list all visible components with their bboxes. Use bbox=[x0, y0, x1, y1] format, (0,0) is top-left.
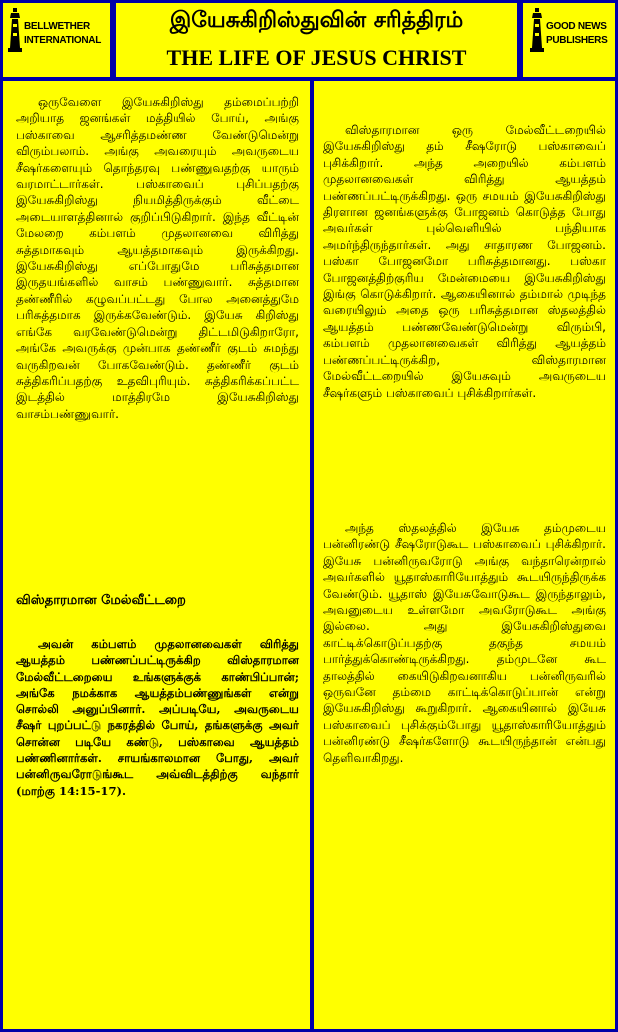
page-title-tamil: இயேசுகிறிஸ்துவின் சரித்திரம் bbox=[169, 8, 464, 33]
scripture-quote bbox=[16, 636, 299, 799]
left-paragraph bbox=[16, 94, 299, 422]
page-title-english: THE LIFE OF JESUS CHRIST bbox=[166, 45, 467, 70]
good-news-logo bbox=[530, 8, 607, 52]
logo-line1: GOOD NEWS bbox=[546, 21, 607, 32]
lighthouse-icon bbox=[8, 8, 22, 52]
right-paragraph-1-text: விஸ்தாரமான ஒரு மேல்வீட்டறையில் இயேசுகிறிஸ்து தம் சீஷரோடு பஸ்காவைப் புசிக்கிறார். அந்த அறையில் கம்பளம் முதலானவைகள் விரித்து ஆயத்தம் பண்ணப்பட்டிருக்கிறது. ஒரு சமயம் இயேசுகிறிஸ்து திரளான ஜனங்களுக்கு போஜனம் கொடுத்த போது அவர்கள் புல்வெளியில் பந்தியாக அமர்ந்திருந்தார்கள். அது சாதாரண போஜனம். பஸ்கா போஜனமோ பரிசுத்தமானது. பஸ்கா போஜனத்திற்குரிய மேன்மையை இயேசுகிறிஸ்து இங்கு கொடுக்கிறார். ஆகையினால் தம்மால் முடிந்த வரையிலும் அதை ஒரு பரிசுத்தமான ஸ்தலத்தில் ஆயத்தம் பண்ணவேண்டுமென்று விரும்பி, கம்பளம் முதலானவைகள் விரித்து ஆயத்தம் பண்ணப்பட்டிருக்கிற, விஸ்தாரமான மேல்வீட்டறையில் இயேசுவும் அவருடைய சீஷர்களும் பஸ்காவைப் புசிக்கிறார்கள். bbox=[323, 123, 606, 400]
logo-line1: BELLWETHER bbox=[24, 21, 90, 32]
scripture-text: அவன் கம்பளம் முதலானவைகள் விரித்து ஆயத்தம் பண்ணப்பட்டிருக்கிற விஸ்தாரமான மேல்வீட்டறையை உங்களுக்குக் காண்பிப்பான்; அங்கே நமக்காக ஆயத்தம்பண்ணுங்கள் என்று சொல்லி அனுப்பினார். அப்படியே, அவருடைய சீஷர் புறப்பட்டு நகரத்தில் போய், தங்களுக்கு அவர் சொன்ன படியே கண்டு, பஸ்காவை ஆயத்தம் பண்ணினார்கள். சாயங்காலமான போது, அவர் பன்னிருவரோடுங்கூட அவ்விடத்திற்கு வந்தார் (மாற்கு 14:15-17). bbox=[16, 637, 299, 798]
logo-line2: INTERNATIONAL bbox=[24, 35, 102, 46]
right-paragraph-1 bbox=[323, 122, 606, 401]
logo-line2: PUBLISHERS bbox=[546, 35, 608, 46]
lighthouse-icon bbox=[530, 8, 544, 52]
section-heading: விஸ்தாரமான மேல்வீட்டறை bbox=[16, 593, 186, 608]
left-paragraph-text: ஒருவேளை இயேசுகிறிஸ்து தம்மைப்பற்றி அறியாத ஜனங்கள் மத்தியில் போய், அங்கு பஸ்காவை ஆசரித்தமண்ண வேண்டுமென்று விரும்பலாம். அங்கு அவரையும் அவருடைய சீஷர்களையும் தொந்தரவு பண்ணுவதற்கு யாரும் வரமாட்டார்கள். பஸ்காவைப் புசிப்பதற்கு இயேசுகிறிஸ்து நியமித்திருக்கும் வீட்டை அடையாளத்தினால் குறிப்பிடுகிறார். இந்த வீட்டின் மேலறை கம்பளம் முதலானவை விரித்து சுத்தமாகவும் ஆயத்தமாகவும் இருக்கிறது. இயேசுகிறிஸ்து எப்போதுமே பரிசுத்தமான இருதயங்களில் வாசம் பண்ணுவார். சுத்தமான தண்ணீரில் கழுவப்பட்டது போல அனைத்துமே பரிசுத்தமாக இருக்கவேண்டும். இயேசு கிறிஸ்து எங்கே வரவேண்டுமென்று திட்டமிடுகிறாரோ, அங்கே அவருக்கு முன்பாக தண்ணீர் குடம் சுமந்து வருகிறவன் போகவேண்டும். தண்ணீர் குடம் சுத்திகரிப்பதற்கு உதவிபுரியும். சுத்திகரிக்கப்பட்ட இடத்தில் மாத்திரமே இயேசுகிறிஸ்து வாசம்பண்ணுவார். bbox=[16, 95, 299, 421]
bellwether-logo bbox=[8, 8, 101, 52]
right-paragraph-2-text: அந்த ஸ்தலத்தில் இயேசு தம்முடைய பன்னிரண்டு சீஷரோடுகூட பஸ்காவைப் புசிக்கிறார். இயேசு பன்னிருவரோடு அங்கு வந்தாரென்றால் அவர்களில் யூதாஸ்காரியோத்தும் கூடயிருந்திருக்க வேண்டும். யூதாஸ் இயேசுவோடுகூட இருந்தாலும், அவனுடைய உள்ளமோ அவரோடுகூட அங்கு இல்லை. அது இயேசுகிறிஸ்துவை காட்டிக்கொடுப்பதற்கு தகுந்த சமயம் பார்த்துக்கொண்டிருக்கிறது. தம்முடனே கூட தாலத்தில் கையிடுகிறவனாகிய பன்னிருவரில் ஒருவனே தம்மை காட்டிக்கொடுப்பான் என்று இயேசுகிறிஸ்து கூறுகிறார். ஆகையினால் இயேசு பஸ்காவைப் புசிக்கும்போது யூதாஸ்காரியோத்தும் பன்னிரண்டு சீஷர்களோடு கூடயிருந்தான் என்பது தெளிவாகிறது. bbox=[323, 521, 606, 765]
right-paragraph-2 bbox=[323, 520, 606, 766]
